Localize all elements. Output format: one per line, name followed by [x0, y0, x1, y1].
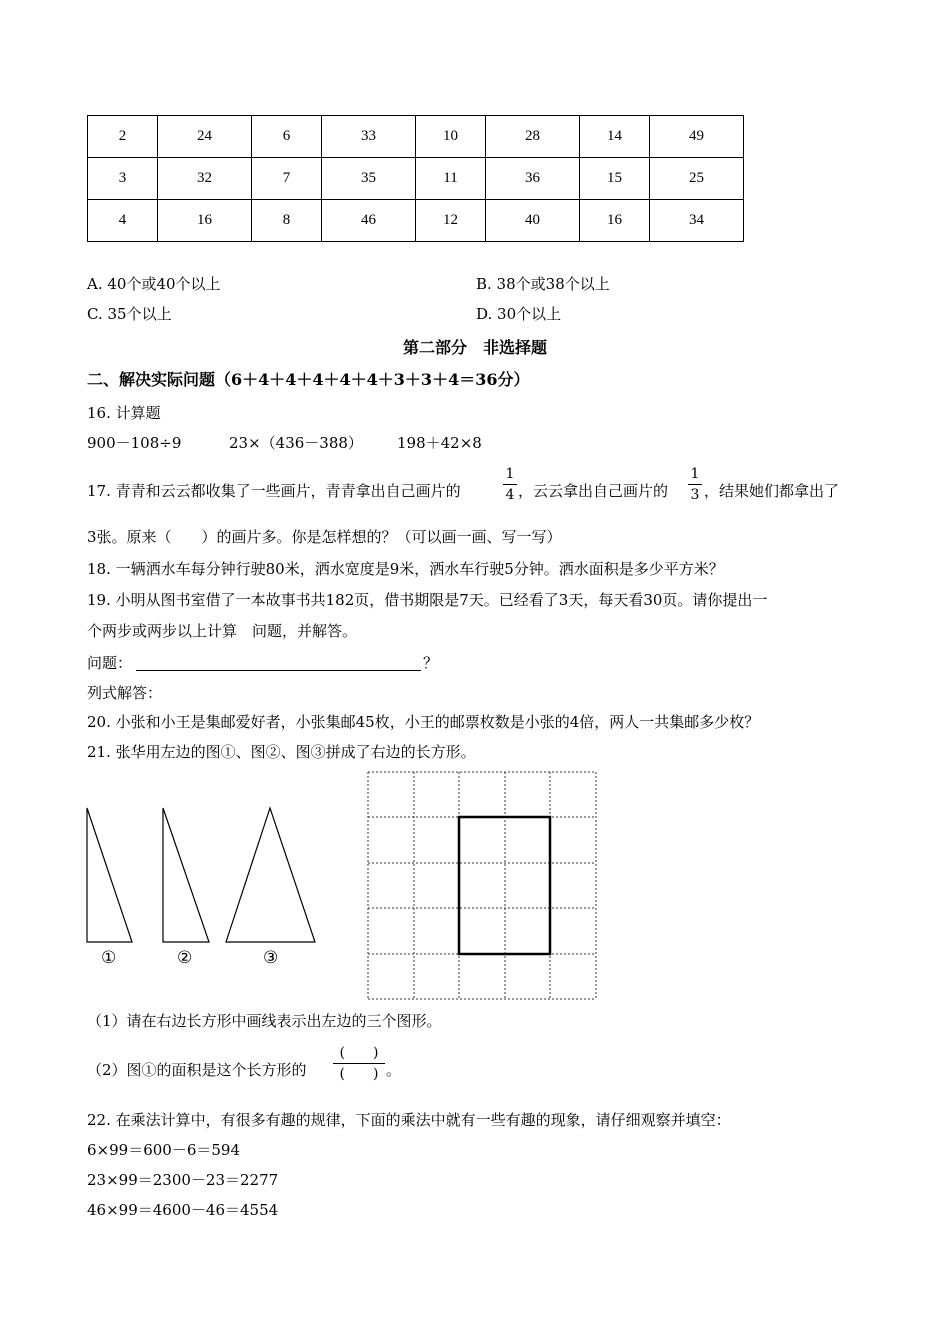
fig1-label: ① [101, 948, 117, 968]
table-cell: 25 [650, 158, 744, 200]
q19-line1: 19. 小明从图书室借了一本故事书共182页，借书期限是7天。已经看了3天，每天看30页。请你提出一 [87, 591, 768, 609]
grid-figure [366, 770, 598, 1002]
table-cell: 3 [88, 158, 158, 200]
table-cell: 36 [486, 158, 580, 200]
q22-example-1: 6×99＝600－6＝594 [87, 1141, 241, 1159]
q22-example-2: 23×99＝2300－23＝2277 [87, 1171, 279, 1189]
table-cell: 7 [252, 158, 322, 200]
q16-expr1: 900－108÷9 [87, 434, 182, 452]
table-cell: 46 [322, 200, 416, 242]
table-cell: 49 [650, 116, 744, 158]
data-table [87, 115, 744, 242]
option-b: B. 38个或38个以上 [476, 275, 610, 293]
q21-sub1: （1）请在右边长方形中画线表示出左边的三个图形。 [87, 1012, 442, 1030]
table-row [88, 200, 744, 242]
table-cell: 35 [322, 158, 416, 200]
q17-part1: 17. 青青和云云都收集了一些画片，青青拿出自己画片的 [87, 482, 461, 500]
table-cell: 34 [650, 200, 744, 242]
q19-answer-label: 列式解答： [87, 684, 163, 702]
option-d: D. 30个以上 [476, 305, 562, 323]
option-a: A. 40个或40个以上 [87, 275, 221, 293]
q19-line2: 个两步或两步以上计算 问题，并解答。 [87, 622, 358, 640]
table-cell: 11 [416, 158, 486, 200]
table-cell: 16 [158, 200, 252, 242]
q17-frac2-den: 3 [690, 487, 700, 503]
table-row [88, 116, 744, 158]
fig3-label: ③ [263, 948, 279, 968]
q16-label: 16. 计算题 [87, 404, 161, 422]
triangle-2 [163, 808, 209, 942]
q21-answer-fraction[interactable] [333, 1046, 385, 1081]
table-cell: 16 [580, 200, 650, 242]
triangle-1 [87, 808, 132, 942]
table-row [88, 158, 744, 200]
table-cell: 8 [252, 200, 322, 242]
triangle-3 [226, 808, 315, 942]
part2-title: 第二部分 非选择题 [402, 338, 547, 357]
q17-fraction-2 [688, 467, 702, 502]
table-cell: 6 [252, 116, 322, 158]
q21-frac-num: ( ) [339, 1045, 379, 1061]
q22-text: 22. 在乘法计算中，有很多有趣的规律，下面的乘法中就有一些有趣的现象，请仔细观察并填空： [87, 1111, 731, 1129]
table-cell: 15 [580, 158, 650, 200]
table-cell: 12 [416, 200, 486, 242]
dashed-grid [368, 772, 596, 999]
triangles-figure [80, 800, 320, 975]
q19-question-end: ？ [423, 654, 439, 672]
fig2-label: ② [177, 948, 193, 968]
table-cell: 10 [416, 116, 486, 158]
q17-frac1-den: 4 [505, 487, 515, 503]
q17-fraction-1 [503, 467, 517, 502]
table-cell: 33 [322, 116, 416, 158]
q18-text: 18. 一辆洒水车每分钟行驶80米，洒水宽度是9米，洒水车行驶5分钟。洒水面积是多少平方米？ [87, 560, 724, 578]
q17-frac2-num: 1 [690, 466, 700, 482]
q20-text: 20. 小张和小王是集邮爱好者，小张集邮45枚，小王的邮票枚数是小张的4倍，两人一共集邮多少枚？ [87, 713, 760, 731]
q19-question-label: 问题： [87, 654, 133, 672]
table-cell: 14 [580, 116, 650, 158]
table-cell: 24 [158, 116, 252, 158]
q17-frac1-num: 1 [505, 466, 515, 482]
q17-line2: 3张。原来（ ）的画片多。你是怎样想的？（可以画一画、写一写） [87, 528, 562, 546]
q22-example-3: 46×99＝4600－46＝4554 [87, 1201, 279, 1219]
q19-question-blank[interactable] [136, 670, 421, 671]
q21-sub2-end: 。 [386, 1061, 402, 1079]
q21-sub2-text: （2）图①的面积是这个长方形的 [87, 1061, 307, 1079]
table-cell: 2 [88, 116, 158, 158]
q21-frac-den: ( ) [339, 1066, 379, 1082]
section2-title: 二、解决实际问题（6＋4＋4＋4＋4＋4＋3＋3＋4＝36分） [87, 370, 530, 389]
table-cell: 4 [88, 200, 158, 242]
q16-expr3: 198＋42×8 [397, 434, 482, 452]
option-c: C. 35个以上 [87, 305, 172, 323]
q21-text: 21. 张华用左边的图①、图②、图③拼成了右边的长方形。 [87, 743, 476, 761]
table-cell: 40 [486, 200, 580, 242]
q16-expr2: 23×（436－388） [229, 434, 363, 452]
q17-part2: ，云云拿出自己画片的 [518, 482, 669, 500]
table-cell: 28 [486, 116, 580, 158]
q17-part3: ，结果她们都拿出了 [704, 482, 840, 500]
table-cell: 32 [158, 158, 252, 200]
